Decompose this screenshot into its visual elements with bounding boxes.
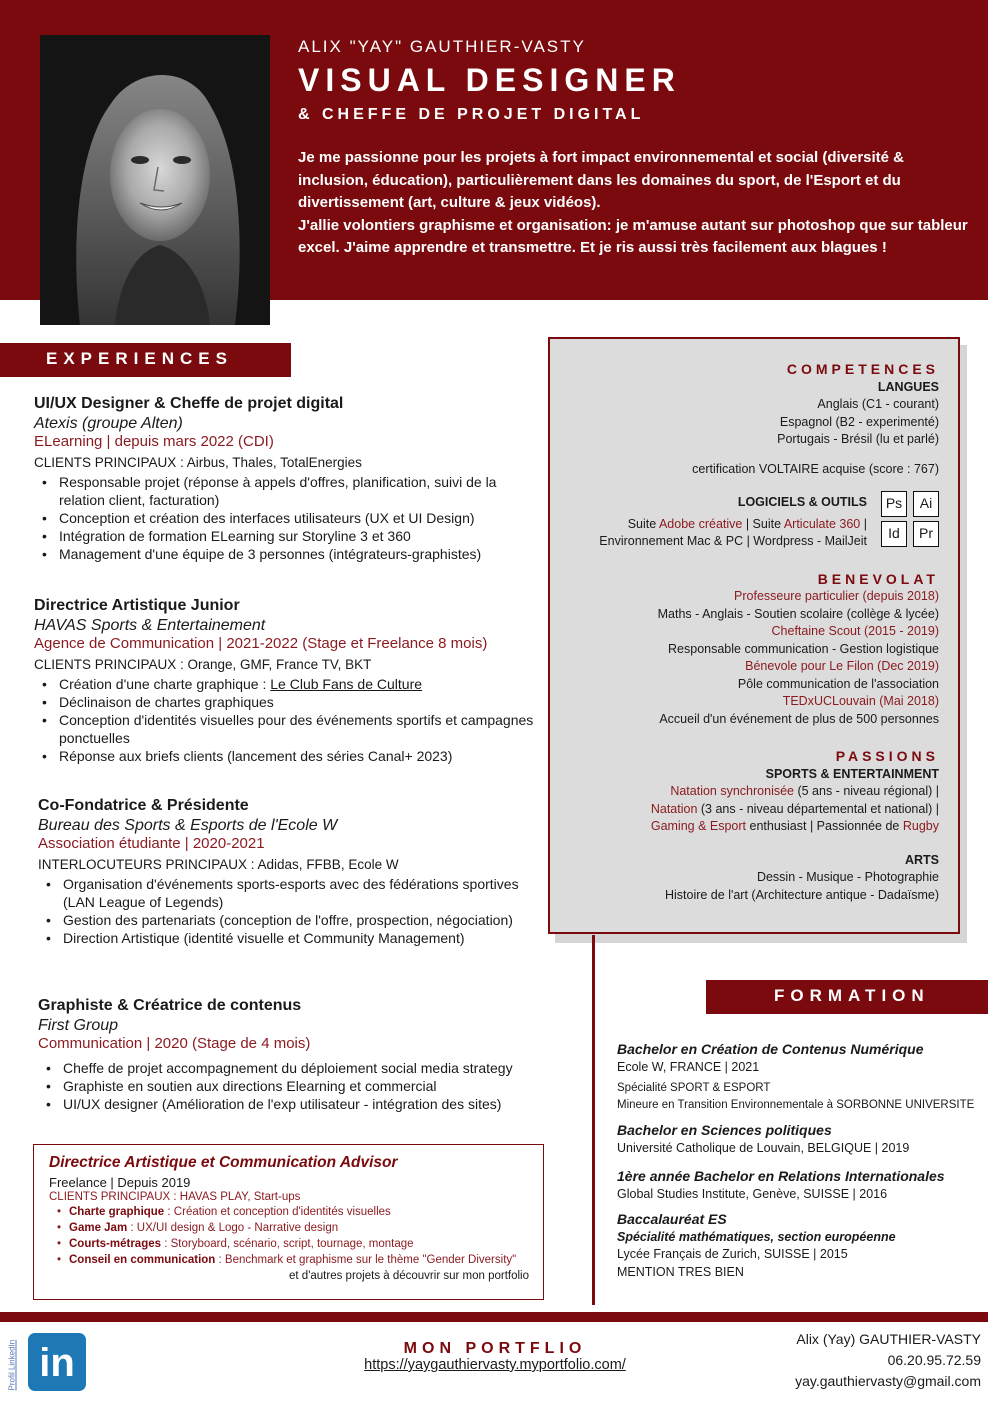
linkedin-label[interactable] — [3, 1333, 21, 1393]
freelance-bullets — [49, 1204, 529, 1268]
experience-item — [34, 597, 544, 765]
bullet-item: • Intégration de formation ELearning sur Storyline 3 et 360 — [34, 527, 544, 545]
software-text-part: | — [860, 516, 867, 531]
freelance-end: et d'autres projets à découvrir sur mon portfolio — [289, 1270, 529, 1282]
bullet-item: • Organisation d'événements sports-esports avec des fédérations sportives (LAN League of Legends) — [38, 875, 548, 911]
formation-school: Ecole W, FRANCE | 2021 — [617, 1059, 760, 1074]
experience-company: Bureau des Sports & Esports de l'Ecole W — [38, 817, 338, 834]
contact-phone[interactable]: 06.20.95.72.59 — [887, 1352, 981, 1368]
experience-meta: ELearning | depuis mars 2022 (CDI) — [34, 433, 274, 450]
formation-subtitle: Spécialité mathématiques, section européenne — [617, 1229, 896, 1244]
experience-item — [34, 395, 544, 563]
formation-title: Baccalauréat ES — [617, 1211, 727, 1227]
experience-meta: Communication | 2020 (Stage de 4 mois) — [38, 1035, 311, 1052]
experience-clients: INTERLOCUTEURS PRINCIPAUX : Adidas, FFBB, Ecole W — [38, 857, 399, 872]
benevolat-desc: Accueil d'un événement de plus de 500 personnes — [659, 711, 939, 726]
arts-heading: ARTS — [904, 852, 939, 867]
bullet-item: • Graphiste en soutien aux directions Elearning et commercial — [38, 1077, 548, 1095]
freelance-title: Directrice Artistique et Communication Advisor — [49, 1154, 398, 1171]
contact-block — [720, 1329, 981, 1392]
passion-name: Rugby — [902, 819, 939, 833]
logiciels-heading: LOGICIELS & OUTILS — [737, 495, 867, 509]
bullet-text: : Benchmark et graphisme sur le thème "Gender Diversity" — [215, 1254, 517, 1266]
experience-meta: Agence de Communication | 2021-2022 (Stage et Freelance 8 mois) — [34, 635, 488, 652]
formation-title: Bachelor en Sciences politiques — [617, 1122, 832, 1138]
langues-heading: LANGUES — [877, 379, 939, 394]
certification: certification VOLTAIRE acquise (score : 767) — [692, 461, 939, 476]
benevolat-role: Bénevole pour Le Filon (Dec 2019) — [745, 659, 939, 673]
formation-school: Université Catholique de Louvain, BELGIQUE | 2019 — [617, 1140, 910, 1155]
intro-paragraph-1: Je me passionne pour les projets à fort impact environnemental et social (diversité & inclusion, éducation), particulièrement dans les domaines du sport, de l'Esport et du divertissement (art, culture & jeux vidéos). — [298, 149, 905, 211]
indesign-icon: Id — [881, 521, 907, 547]
portfolio-link[interactable]: https://yaygauthiervasty.myportfolio.com/ — [364, 1357, 626, 1373]
premiere-icon: Pr — [913, 521, 939, 547]
software-text — [599, 491, 867, 551]
linkedin-icon[interactable] — [28, 1333, 86, 1391]
formation-item — [617, 1168, 982, 1203]
club-fans-culture-link[interactable]: Le Club Fans de Culture — [270, 676, 423, 692]
bullet-text: Création d'une charte graphique : — [59, 676, 271, 692]
benevolat-desc: Pôle communication de l'association — [737, 676, 939, 691]
formation-item — [617, 1041, 982, 1114]
bullet-label: Game Jam — [69, 1222, 128, 1234]
bullet-item — [49, 1220, 529, 1236]
intro-text — [298, 147, 968, 260]
experiences-heading: EXPERIENCES — [0, 343, 291, 377]
software-line-2: Environnement Mac & PC | Wordpress - MailJeit — [599, 534, 867, 548]
linkedin-logo-text: in — [39, 1341, 75, 1385]
langue-item: Anglais (C1 - courant) — [817, 397, 939, 411]
bullet-item: • Conception et création des interfaces utilisateurs (UX et UI Design) — [34, 509, 544, 527]
passion-name: Natation synchronisée — [670, 784, 794, 798]
passion-line — [560, 818, 939, 836]
photoshop-icon: Ps — [881, 491, 907, 517]
bullet-item: • Réponse aux briefs clients (lancement des séries Canal+ 2023) — [34, 747, 544, 765]
experience-item — [38, 797, 548, 947]
bullet-item — [34, 675, 544, 693]
bullet-item — [49, 1204, 529, 1220]
linkedin-label-text[interactable]: Profil LinkedIn — [7, 1339, 17, 1391]
contact-email[interactable]: yay.gauthiervasty@gmail.com — [795, 1373, 981, 1389]
illustrator-icon: Ai — [913, 491, 939, 517]
bullet-text: : Création et conception d'identités visuelles — [164, 1206, 391, 1218]
formation-mention: MENTION TRES BIEN — [617, 1264, 744, 1279]
langue-item: Portugais - Brésil (lu et parlé) — [777, 432, 939, 446]
bullet-item: • Direction Artistique (identité visuelle et Community Management) — [38, 929, 548, 947]
software-text-part: Suite — [627, 516, 659, 531]
formation-school: Lycée Français de Zurich, SUISSE | 2015 — [617, 1247, 848, 1261]
formation-item — [617, 1122, 982, 1157]
passion-text: (3 ans - niveau départemental et national) | — [697, 801, 939, 816]
formation-title: Bachelor en Création de Contenus Numérique — [617, 1041, 924, 1057]
intro-paragraph-2: J'allie volontiers graphisme et organisation: je m'amuse autant sur photoshop que sur tableur excel. J'aime apprendre et transmettre. Et je ris aussi très facilement aux blagues ! — [298, 216, 968, 256]
formation-detail: Mineure en Transition Environnementale à SORBONNE UNIVERSITE — [617, 1099, 975, 1111]
experience-clients: CLIENTS PRINCIPAUX : Airbus, Thales, TotalEnergies — [34, 455, 362, 470]
bullet-label: Charte graphique — [69, 1206, 165, 1218]
formation-title: 1ère année Bachelor en Relations Internationales — [617, 1168, 945, 1184]
bullet-item: • UI/UX designer (Amélioration de l'exp utilisateur - intégration des sites) — [38, 1095, 548, 1113]
experience-title: Directrice Artistique Junior — [34, 597, 240, 614]
bullet-label: Courts-métrages — [69, 1238, 162, 1250]
formation-heading: FORMATION — [706, 980, 988, 1014]
profile-photo — [40, 35, 270, 325]
benevolat-role: TEDxUCLouvain (Mai 2018) — [782, 694, 939, 708]
portfolio-heading: MON PORTFLIO — [403, 1340, 587, 1357]
competences-panel — [548, 337, 960, 934]
articulate-text: Articulate 360 — [783, 516, 861, 531]
bullet-label: Conseil en communication — [69, 1254, 216, 1266]
passion-name: Natation — [650, 801, 698, 816]
candidate-name: ALIX "YAY" GAUTHIER-VASTY — [298, 37, 586, 56]
experience-bullets — [34, 473, 544, 563]
freelance-meta: Freelance | Depuis 2019 — [49, 1175, 191, 1190]
software-line-1 — [599, 516, 867, 534]
passion-name: Gaming & Esport — [650, 819, 747, 833]
bullet-item: • Cheffe de projet accompagnement du déploiement social media strategy — [38, 1059, 548, 1077]
bullet-item: • Conception d'identités visuelles pour des événements sportifs et campagnes ponctuelles — [34, 711, 544, 747]
contact-name: Alix (Yay) GAUTHIER-VASTY — [796, 1331, 981, 1347]
benevolat-desc: Responsable communication - Gestion logistique — [668, 641, 939, 656]
column-divider — [592, 935, 595, 1305]
benevolat-role: Professeure particulier (depuis 2018) — [734, 589, 939, 603]
competences-heading: COMPETENCES — [786, 361, 939, 377]
bullet-item — [49, 1236, 529, 1252]
bullet-text: : Storyboard, scénario, script, tournage, montage — [161, 1238, 414, 1250]
experience-meta: Association étudiante | 2020-2021 — [38, 835, 265, 852]
experience-company: First Group — [38, 1017, 119, 1034]
job-subtitle: & CHEFFE DE PROJET DIGITAL — [298, 106, 645, 123]
bullet-item: • Gestion des partenariats (conception de l'offre, prospection, négociation) — [38, 911, 548, 929]
formation-detail: Spécialité SPORT & ESPORT — [617, 1082, 771, 1094]
formation-school: Global Studies Institute, Genève, SUISSE | 2016 — [617, 1186, 888, 1201]
arts-line: Dessin - Musique - Photographie — [756, 870, 939, 884]
software-text-part: | Suite — [742, 516, 784, 531]
experience-title: Co-Fondatrice & Présidente — [38, 797, 249, 814]
experience-company: HAVAS Sports & Entertainement — [34, 617, 266, 634]
benevolat-role: Cheftaine Scout (2015 - 2019) — [771, 624, 939, 638]
langue-item: Espagnol (B2 - experimenté) — [779, 414, 939, 429]
formation-item — [617, 1211, 982, 1281]
sports-heading: SPORTS & ENTERTAINMENT — [765, 766, 939, 781]
passion-line — [560, 783, 939, 801]
experience-bullets — [38, 875, 548, 947]
passion-text: enthusiast | Passionnée de — [746, 819, 903, 833]
arts-line: Histoire de l'art (Architecture antique - Dadaïsme) — [664, 887, 939, 902]
benevolat-desc: Maths - Anglais - Soutien scolaire (collège & lycée) — [657, 606, 939, 621]
experience-title: UI/UX Designer & Cheffe de projet digital — [34, 395, 344, 412]
experience-clients: CLIENTS PRINCIPAUX : Orange, GMF, France TV, BKT — [34, 657, 372, 672]
experience-company: Atexis (groupe Alten) — [34, 415, 183, 432]
bullet-item: • Déclinaison de chartes graphiques — [34, 693, 544, 711]
software-icons — [881, 491, 939, 547]
bullet-item: • Management d'une équipe de 3 personnes (intégrateurs-graphistes) — [34, 545, 544, 563]
experience-bullets — [38, 1059, 548, 1113]
experience-item — [38, 997, 548, 1113]
passion-line — [560, 801, 939, 819]
passion-text: (5 ans - niveau régional) | — [794, 784, 939, 798]
job-title: VISUAL DESIGNER — [298, 62, 681, 98]
experience-bullets — [34, 675, 544, 765]
freelance-clients: CLIENTS PRINCIPAUX : HAVAS PLAY, Start-ups — [49, 1191, 301, 1203]
passions-heading: PASSIONS — [835, 748, 939, 764]
experience-title: Graphiste & Créatrice de contenus — [38, 997, 302, 1014]
benevolat-heading: BENEVOLAT — [817, 570, 939, 587]
software-block — [560, 491, 939, 551]
footer-rule — [0, 1312, 988, 1322]
bullet-text: : UX/UI design & Logo - Narrative design — [127, 1222, 339, 1234]
adobe-text: Adobe créative — [658, 516, 743, 531]
bullet-item — [49, 1252, 529, 1268]
freelance-box — [33, 1144, 544, 1300]
bullet-item: • Responsable projet (réponse à appels d'offres, planification, suivi de la relation client, facturation) — [34, 473, 544, 509]
